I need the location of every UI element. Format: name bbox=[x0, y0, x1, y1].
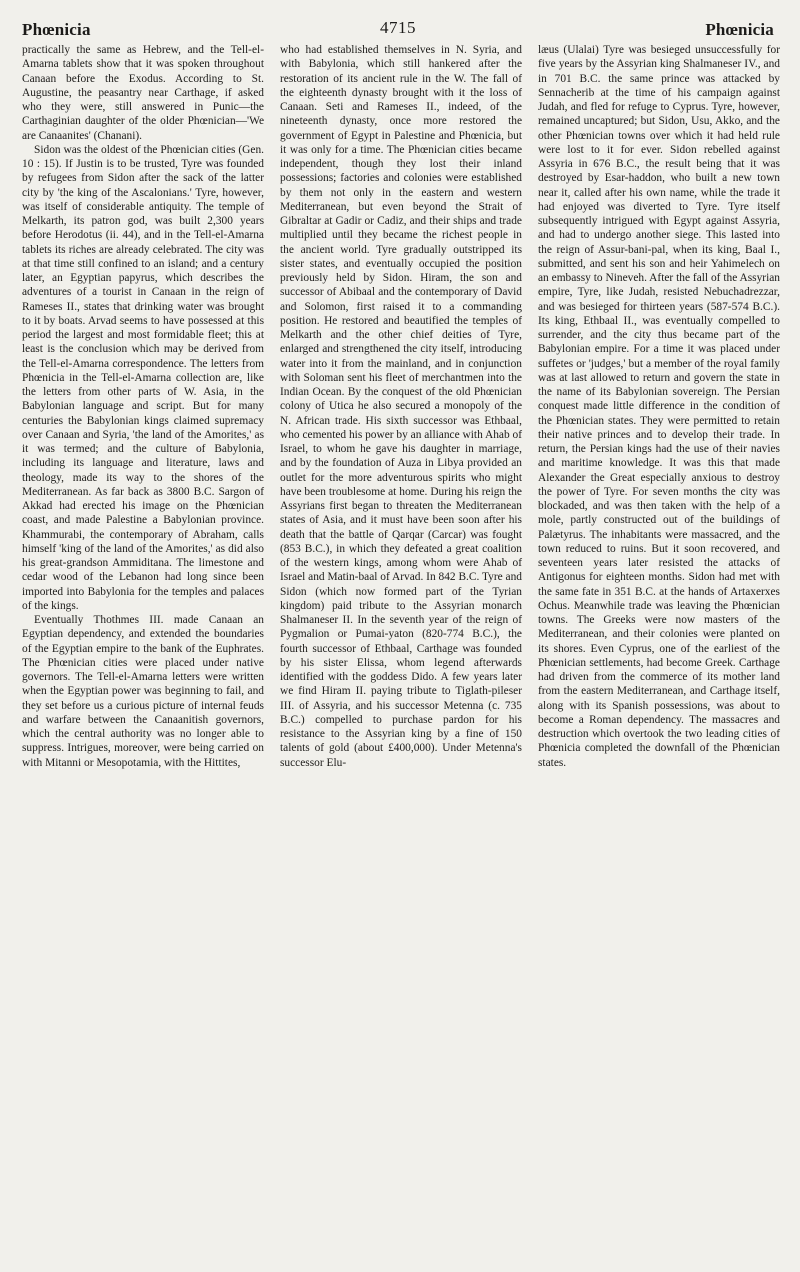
paragraph: practically the same as Hebrew, and the Tell-el-Amarna tablets show that it was spoken throughout Canaan before the Exodus. According to St. Augustine, the peasantry near Carthage, if asked who they were, still answered in Punic—the Carthaginian daughter of the older Phœnician—'We are Canaanites' (Chanani). bbox=[22, 44, 264, 142]
paragraph: Eventually Thothmes III. made Canaan an Egyptian dependency, and extended the boundaries of the Egyptian empire to the bank of the Euphrates. The Phœnician cities were placed under native governors. The Tell-el-Amarna letters were written when the Egyptian power was beginning to fail, and they set before us a curious picture of internal feuds and warfare between the Canaanitish governors, which the central authority was no longer able to suppress. Intrigues, moreover, were being carried on with Mitanni or Mesopotamia, with the Hittites, bbox=[22, 614, 264, 769]
page-number: 4715 bbox=[380, 18, 416, 37]
running-head-left: Phœnicia bbox=[22, 20, 91, 39]
paragraph: who had established themselves in N. Syria, and with Babylonia, which still hankered after the restoration of its ancient rule in the W. The fall of the eighteenth dynasty brought with it the loss of Canaan. Seti and Rameses II., indeed, of the nineteenth dynasty, once more restored the government of Egypt in Palestine and Phœnicia, but it was only for a time. The Phœnician cities became independent, though they lost their inland possessions; factories and colonies were established by them not only in the eastern and western Mediterranean, but even beyond the Strait of Gibraltar at Gadir or Cadiz, and their ships and trade multiplied until they became the richest people in the ancient world. Tyre gradually outstripped its sister states, and eventually occupied the position previously held by Sidon. Hiram, the son and successor of Abibaal and the contemporary of David and Solomon, first raised it to a commanding position. He restored and beautified the temples of Melkarth and the other chief deities of Tyre, enlarged and strengthened the city itself, introducing water into it from the mainland, and in conjunction with Soloman sent his fleet of merchantmen into the Indian Ocean. By the conquest of the old Phœnician colony of Utica he also secured a monopoly of the N. African trade. His sixth successor was Ethbaal, who cemented his power by an alliance with Ahab of Israel, to whom he gave his daughter in marriage, and by the foundation of Auza in Libya provided an outlet for the more adventurous spirits who might have been troublesome at home. During his reign the Assyrians first began to threaten the Mediterranean states of Asia, and it must have been soon after his death that the battle of Qarqar (Carcar) was fought (853 B.C.), in which they defeated a great coalition of the western kings, among whom were Ahab of Israel and Matin-baal of Arvad. In 842 B.C. Tyre and Sidon (which now formed part of the Tyrian kingdom) paid tribute to the Assyrian monarch Shalmaneser II. In the seventh year of the reign of Pygmalion or Pumai-yaton (820-774 B.C.), the fourth successor of Ethbaal, Carthage was founded by his sister Elissa, whom legend afterwards identified with the goddess Dido. A few years later we find Hiram II. paying tribute to Tiglath-pileser III. of Assyria, and his successor Metenna (c. 735 B.C.) compelled to purchase pardon for his resistance to the Assyrian king by a fine of 150 talents of gold (about £400,000). Under Metenna's successor Elu- bbox=[280, 44, 522, 769]
column-3 bbox=[538, 43, 780, 770]
paragraph: læus (Ulalai) Tyre was besieged unsuccessfully for five years by the Assyrian king Shalmaneser IV., and in 701 B.C. the same prince was attacked by Sennacherib at the time of his campaign against Judah, and fled for refuge to Cyprus. Tyre, however, remained uncaptured; but Sidon, Usu, Akko, and the other Phœnician towns over which it had held rule were lost to it for ever. Sidon rebelled against Assyria in 676 B.C., the result being that it was destroyed by Esar-haddon, who built a new town near it, called after his own name, while the trade it had enjoyed was diverted to Tyre. Tyre itself subsequently intrigued with Egypt against Assyria, and had to undergo another siege. This lasted into the reign of Assur-bani-pal, when its king, Baal I., submitted, and sent his son and heir Yahimelech on an embassy to Nineveh. After the fall of the Assyrian empire, Tyre, like Judah, resisted Nebuchadrezzar, and was besieged for thirteen years (587-574 B.C.). Its king, Ethbaal II., was eventually compelled to surrender, and the city thus became part of the Babylonian empire. For a time it was placed under suffetes or 'judges,' but a member of the royal family was at last allowed to return and govern the state in the name of its Babylonian sovereign. The Persian conquest made little difference in the condition of the Phœnician states. They were permitted to retain their native princes and to develop their trade. In return, the Persian kings had the use of their navies and maritime knowledge. It was this that made Alexander the Great especially anxious to destroy the power of Tyre. For seven months the city was blockaded, and was then taken with the help of a mole, partly constructed out of the buildings of Palætyrus. The inhabitants were massacred, and the town reduced to ruins. But it soon recovered, and seventeen years later resisted the attacks of Antigonus for eighteen months. Sidon had met with the same fate in 351 B.C. at the hands of Artaxerxes Ochus. Meanwhile trade was leaving the Phœnician towns. The Greeks were now masters of the Mediterranean, and their colonies were planted on its shores. Even Cyprus, one of the earliest of the Phœnician settlements, had become Greek. Carthage had driven from the commerce of its mother land from the eastern Mediterranean, and Carthage itself, along with its Spanish possessions, was about to become a Roman dependency. The massacres and destruction which overtook the two leading cities of Phœnicia completed the downfall of the Phœnician states. bbox=[538, 44, 780, 769]
paragraph: Sidon was the oldest of the Phœnician cities (Gen. 10 : 15). If Justin is to be trusted, Tyre was founded by refugees from Sidon after the sack of the latter city by 'the king of the Ascalonians.' Tyre, however, was itself of considerable antiquity. The temple of Melkarth, its patron god, was built 2,300 years before Herodotus (ii. 44), and in the Tell-el-Amarna tablets its riches are already celebrated. The city was at that time still confined to an island; and a century later, an Egyptian papyrus, which describes the adventures of a tourist in Canaan in the reign of Rameses II., states that drinking water was brought to it by boats. Arvad seems to have possessed at this period the largest and most formidable fleet; this at least is the conclusion which may be derived from the Tell-el-Amarna correspondence. The letters from Phœnicia in the Tell-el-Amarna collection are, like the letters from other parts of W. Asia, in the Babylonian language and script. But for many centuries the Babylonian kings claimed supremacy over Canaan and Syria, 'the land of the Amorites,' as it was termed; and the culture of Babylonia, including its language and literature, laws and theology, made its way to the shores of the Mediterranean. As far back as 3800 B.C. Sargon of Akkad had erected his image on the Phœnician coast, and made Palestine a Babylonian province. Khammurabi, the contemporary of Abraham, calls himself 'king of the land of the Amorites,' as did also his great-grandson Ammiditana. The limestone and cedar wood of the Lebanon had long since been imported into Babylonia for the temples and palaces of the kings. bbox=[22, 143, 264, 612]
column-2 bbox=[280, 43, 522, 770]
running-head-right: Phœnicia bbox=[705, 20, 774, 39]
text-columns bbox=[22, 43, 780, 770]
page-header bbox=[22, 8, 774, 42]
column-1 bbox=[22, 43, 264, 770]
